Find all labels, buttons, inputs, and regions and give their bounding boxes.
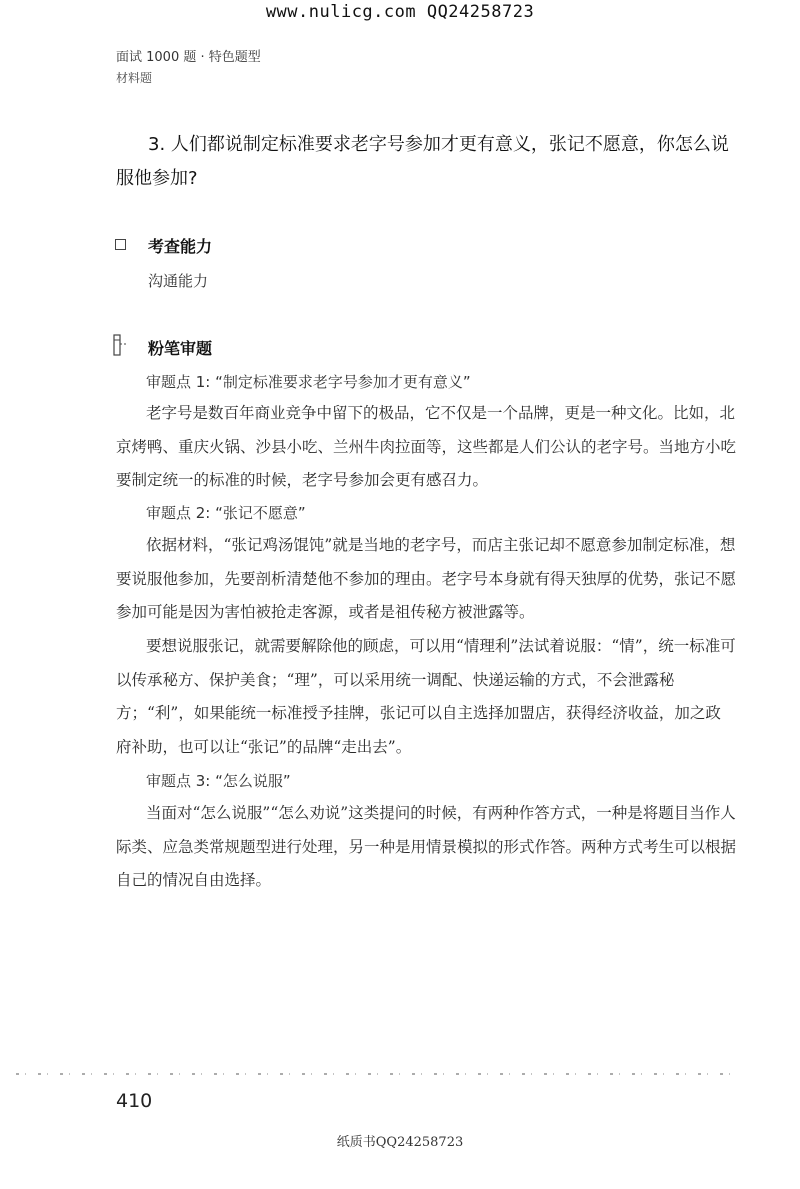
point-3-title: 审题点 3: “怎么说服” (146, 772, 291, 790)
analysis-heading: 粉笔审题 (148, 339, 213, 358)
point-1-paragraph: 老字号是数百年商业竞争中留下的极品，它不仅是一个品牌，更是一种文化。比如，北京烤鸭、重庆火锅、沙县小吃、兰州牛肉拉面等，这些都是人们公认的老字号。当地方小吃要制定统一的标准的时候，老字号参加会更有感召力。 (116, 404, 737, 489)
point-2-paragraph-2: 要想说服张记，就需要解除他的顾虑，可以用“情理利”法试着说服：“情”，统一标准可以传承秘方、保护美食；“理”，可以采用统一调配、快递运输的方式，不会泄露秘方；“利”，如果能统一标准授予挂牌，张记可以自主选择加盟店，获得经济收益，加之政府补助，也可以让“张记”的品牌“走出去”。 (116, 637, 736, 756)
ability-heading: 考查能力 (148, 237, 213, 256)
scan-artifact-line (16, 1073, 740, 1075)
book-title: 面试 1000 题 · 特色题型 (116, 50, 261, 65)
ability-text: 沟通能力 (148, 272, 209, 290)
point-1-title: 审题点 1: “制定标准要求老字号参加才更有意义” (146, 373, 471, 391)
section-title: 材料题 (116, 71, 153, 85)
bottom-watermark: 纸质书QQ24258723 (336, 1135, 464, 1150)
point-3-paragraph: 当面对“怎么说服”“怎么劝说”这类提问的时候，有两种作答方式，一种是将题目当作人际类、应急类常规题型进行处理，另一种是用情景模拟的形式作答。两种方式考生可以根据自己的情况自由选择。 (116, 804, 737, 889)
top-watermark: www.nulicg.com QQ24258723 (265, 2, 535, 22)
point-2-paragraph-1: 依据材料，“张记鸡汤馄饨”就是当地的老字号，而店主张记却不愿意参加制定标准，想要说服他参加，先要剖析清楚他不参加的理由。老字号本身就有得天独厚的优势，张记不愿参加可能是因为害怕被抢走客源，或者是祖传秘方被泄露等。 (116, 536, 737, 621)
page-number: 410 (116, 1090, 153, 1112)
pen-book-icon (113, 333, 129, 357)
question-text: 3. 人们都说制定标准要求老字号参加才更有意义，张记不愿意，你怎么说服他参加? (116, 134, 729, 189)
point-2-title: 审题点 2: “张记不愿意” (146, 504, 306, 522)
section-marker-icon (115, 239, 126, 250)
